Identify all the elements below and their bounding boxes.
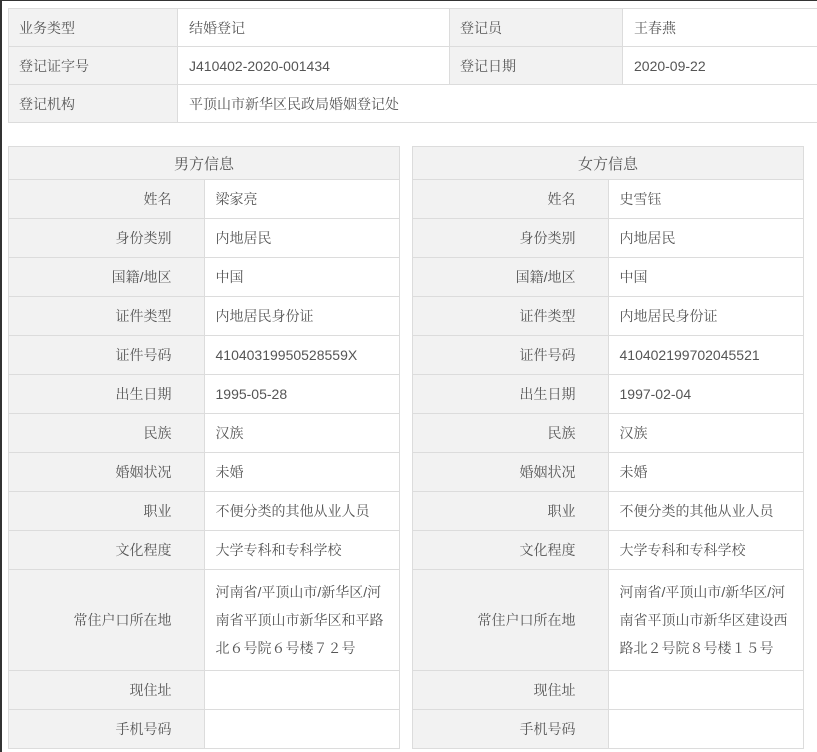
certificate-number-value: J410402-2020-001434 — [178, 47, 450, 85]
current-address-label: 现住址 — [413, 671, 609, 710]
ethnicity-value: 汉族 — [204, 414, 400, 453]
table-row — [9, 336, 400, 375]
identity-category-label: 身份类别 — [413, 219, 609, 258]
identity-category-value: 内地居民 — [204, 219, 400, 258]
birth-date-label: 出生日期 — [9, 375, 205, 414]
table-row — [413, 180, 804, 219]
nationality-value: 中国 — [608, 258, 804, 297]
table-row — [413, 671, 804, 710]
table-row — [9, 180, 400, 219]
female-table-title: 女方信息 — [413, 147, 804, 180]
table-row — [413, 375, 804, 414]
identity-category-value: 内地居民 — [608, 219, 804, 258]
marital-status-label: 婚姻状况 — [413, 453, 609, 492]
nationality-label: 国籍/地区 — [9, 258, 205, 297]
marital-status-value: 未婚 — [204, 453, 400, 492]
current-address-value — [204, 671, 400, 710]
household-address-value: 河南省/平顶山市/新华区/河南省平顶山市新华区和平路北６号院６号楼７２号 — [204, 570, 400, 671]
registrar-value: 王春燕 — [623, 9, 817, 47]
name-value: 史雪钰 — [608, 180, 804, 219]
nationality-label: 国籍/地区 — [413, 258, 609, 297]
business-type-label: 业务类型 — [9, 9, 178, 47]
nationality-value: 中国 — [204, 258, 400, 297]
registration-date-label: 登记日期 — [450, 47, 623, 85]
ethnicity-value: 汉族 — [608, 414, 804, 453]
id-number-value: 410402199702045521 — [608, 336, 804, 375]
marital-status-value: 未婚 — [608, 453, 804, 492]
mobile-number-value — [608, 710, 804, 749]
mobile-number-value — [204, 710, 400, 749]
registry-office-value: 平顶山市新华区民政局婚姻登记处 — [178, 85, 817, 123]
id-number-value: 41040319950528559X — [204, 336, 400, 375]
id-type-label: 证件类型 — [9, 297, 205, 336]
current-address-value — [608, 671, 804, 710]
occupation-value: 不便分类的其他从业人员 — [608, 492, 804, 531]
education-label: 文化程度 — [9, 531, 205, 570]
registry-office-label: 登记机构 — [9, 85, 178, 123]
name-label: 姓名 — [9, 180, 205, 219]
female-table-header — [413, 147, 804, 180]
table-row — [413, 453, 804, 492]
ethnicity-label: 民族 — [413, 414, 609, 453]
registration-date-value: 2020-09-22 — [623, 47, 817, 85]
table-row — [9, 219, 400, 258]
table-row — [9, 453, 400, 492]
business-type-value: 结婚登记 — [178, 9, 450, 47]
occupation-label: 职业 — [9, 492, 205, 531]
table-row — [413, 570, 804, 671]
table-row — [9, 9, 817, 47]
male-table-title: 男方信息 — [9, 147, 400, 180]
table-row — [413, 336, 804, 375]
table-row — [9, 47, 817, 85]
table-row — [413, 492, 804, 531]
male-info-table — [8, 146, 400, 749]
id-type-value: 内地居民身份证 — [608, 297, 804, 336]
name-value: 梁家亮 — [204, 180, 400, 219]
mobile-number-label: 手机号码 — [9, 710, 205, 749]
table-row — [9, 570, 400, 671]
birth-date-value: 1995-05-28 — [204, 375, 400, 414]
person-info-tables — [8, 146, 808, 749]
table-row — [9, 297, 400, 336]
education-label: 文化程度 — [413, 531, 609, 570]
female-info-table — [412, 146, 804, 749]
birth-date-label: 出生日期 — [413, 375, 609, 414]
table-row — [9, 531, 400, 570]
male-table-header — [9, 147, 400, 180]
household-address-label: 常住户口所在地 — [9, 570, 205, 671]
table-row — [413, 710, 804, 749]
table-row — [413, 414, 804, 453]
education-value: 大学专科和专科学校 — [608, 531, 804, 570]
table-row — [9, 85, 817, 123]
education-value: 大学专科和专科学校 — [204, 531, 400, 570]
table-row — [9, 671, 400, 710]
id-number-label: 证件号码 — [413, 336, 609, 375]
id-type-value: 内地居民身份证 — [204, 297, 400, 336]
marital-status-label: 婚姻状况 — [9, 453, 205, 492]
table-row — [9, 492, 400, 531]
table-row — [413, 297, 804, 336]
table-row — [413, 258, 804, 297]
household-address-value: 河南省/平顶山市/新华区/河南省平顶山市新华区建设西路北２号院８号楼１５号 — [608, 570, 804, 671]
registration-summary-table — [8, 8, 817, 123]
table-row — [9, 375, 400, 414]
registrar-label: 登记员 — [450, 9, 623, 47]
table-row — [413, 531, 804, 570]
ethnicity-label: 民族 — [9, 414, 205, 453]
table-row — [413, 219, 804, 258]
occupation-label: 职业 — [413, 492, 609, 531]
name-label: 姓名 — [413, 180, 609, 219]
id-number-label: 证件号码 — [9, 336, 205, 375]
certificate-number-label: 登记证字号 — [9, 47, 178, 85]
table-row — [9, 258, 400, 297]
identity-category-label: 身份类别 — [9, 219, 205, 258]
mobile-number-label: 手机号码 — [413, 710, 609, 749]
id-type-label: 证件类型 — [413, 297, 609, 336]
occupation-value: 不便分类的其他从业人员 — [204, 492, 400, 531]
birth-date-value: 1997-02-04 — [608, 375, 804, 414]
table-row — [9, 710, 400, 749]
current-address-label: 现住址 — [9, 671, 205, 710]
household-address-label: 常住户口所在地 — [413, 570, 609, 671]
table-row — [9, 414, 400, 453]
